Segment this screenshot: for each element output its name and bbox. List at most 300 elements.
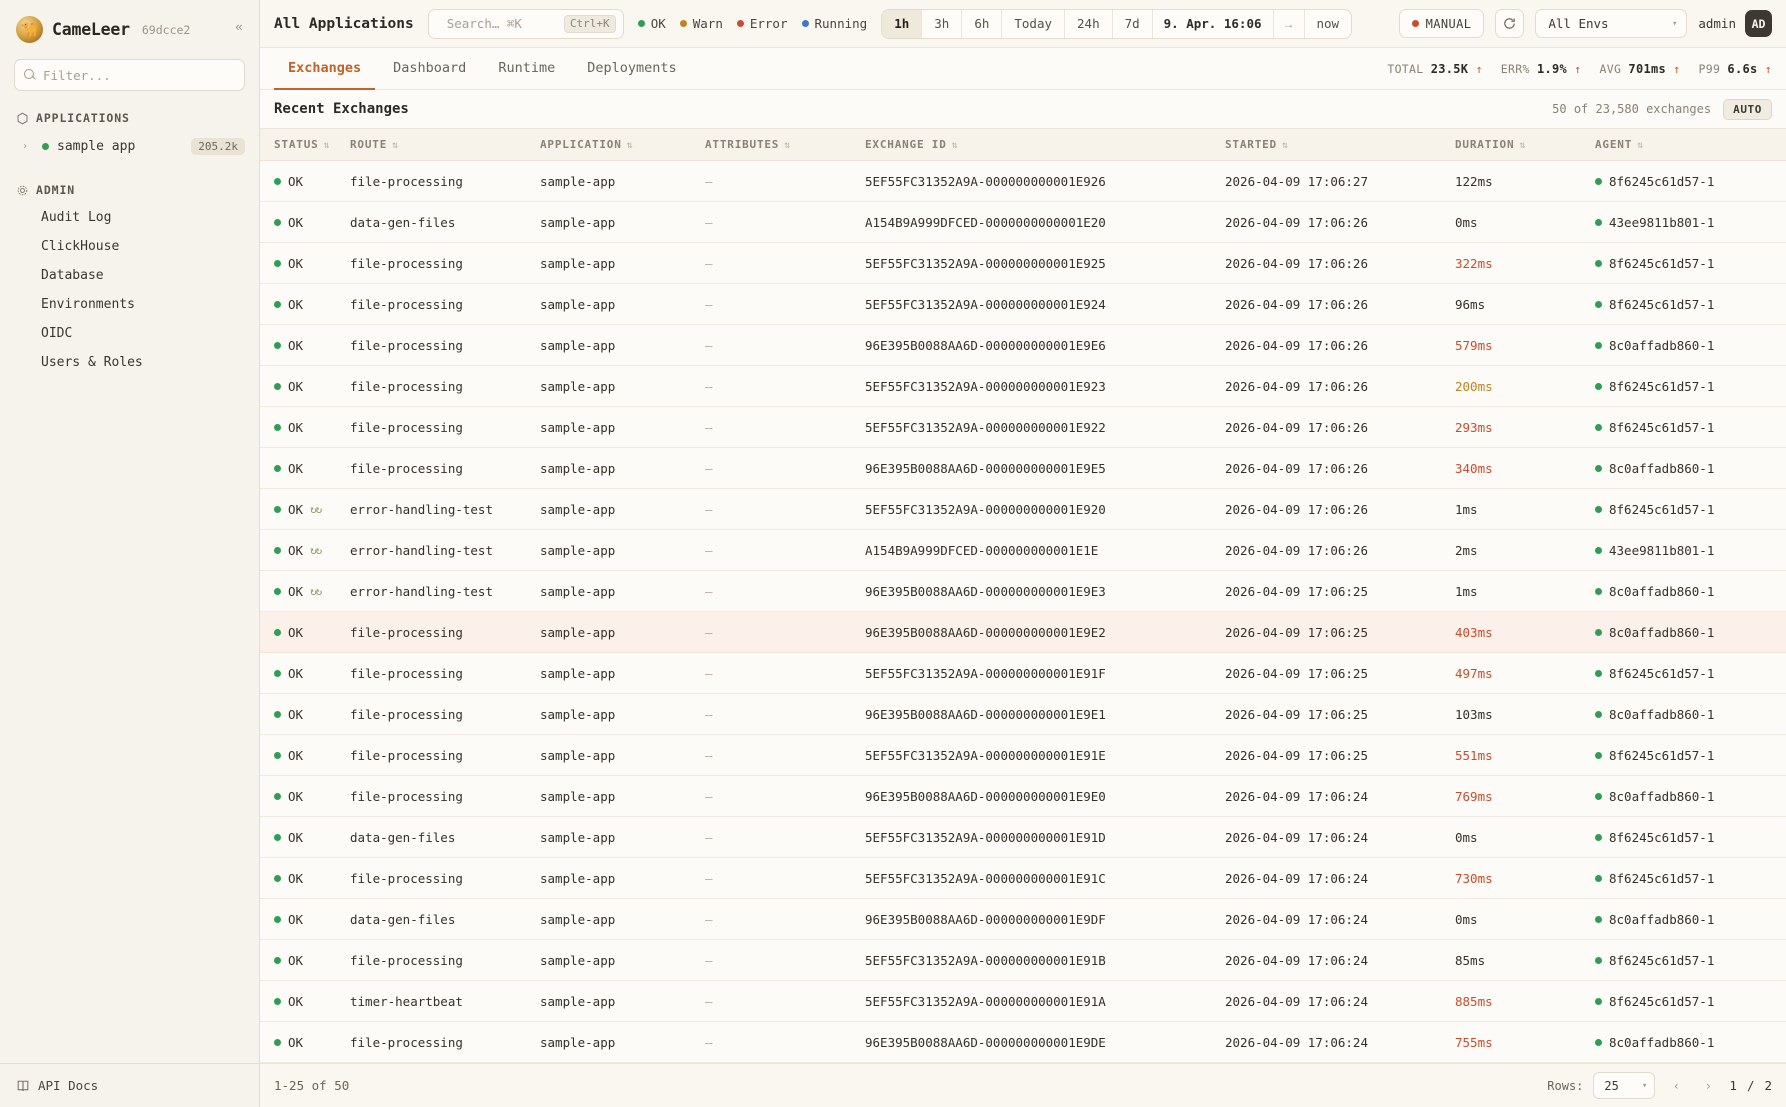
cell-exchange-id[interactable] [865,366,1225,407]
attributes-label: — [705,665,713,681]
agent-dot-icon [1595,752,1602,759]
attributes-label: — [705,583,713,599]
warn-dot-icon [680,20,687,27]
cell-agent [1595,366,1786,407]
duration-label: 579ms [1455,337,1493,353]
table-row[interactable] [260,1022,1786,1063]
range-24h[interactable]: 24h [1065,10,1113,38]
cell-duration [1455,1022,1595,1063]
exchange-id-label: 5EF55FC31352A9A-000000000001E91E [865,747,1106,763]
agent-dot-icon [1595,342,1602,349]
cell-status [260,161,350,202]
collapse-icon[interactable]: « [235,18,243,34]
cell-attributes [705,653,865,694]
sort-icon: ⇅ [392,140,399,151]
filter-warn[interactable] [680,16,723,31]
sort-icon: ⇅ [784,140,792,151]
cell-started [1225,653,1455,694]
cell-attributes [705,530,865,571]
status-dot-icon [274,670,281,677]
cell-exchange-id[interactable] [865,489,1225,530]
agent-label: 8f6245c61d57-1 [1609,665,1715,681]
cell-route [350,325,540,366]
application-label: sample-app [540,583,616,599]
table-row[interactable] [260,161,1786,202]
agent-label: 8c0affadb860-1 [1609,706,1715,722]
application-label: sample-app [540,665,616,681]
route-label: error-handling-test [350,583,493,599]
cell-status [260,981,350,1022]
table-row[interactable] [260,489,1786,530]
retry-icon: ↻↻ [310,584,322,598]
application-label: sample-app [540,624,616,640]
route-label: file-processing [350,255,463,271]
cell-status [260,694,350,735]
table-row[interactable] [260,776,1786,817]
rows-per-page-select[interactable] [1593,1072,1655,1099]
attributes-label: — [705,706,713,722]
cell-agent [1595,694,1786,735]
cell-exchange-id[interactable] [865,202,1225,243]
attributes-label: — [705,952,713,968]
status-label: OK [288,378,304,394]
col-agent[interactable]: AGENT ⇅ [1595,129,1786,161]
status-dot-icon [274,383,281,390]
agent-dot-icon [1595,629,1602,636]
cell-exchange-id[interactable] [865,243,1225,284]
camel-logo-icon: 🐪 [16,16,43,43]
cell-started [1225,694,1455,735]
sidebar-item-sample-app[interactable] [0,131,259,161]
cell-exchange-id[interactable] [865,858,1225,899]
agent-dot-icon [1595,219,1602,226]
range-today[interactable]: Today [1002,10,1065,38]
cell-agent [1595,1022,1786,1063]
next-page-button[interactable]: › [1704,1078,1713,1093]
api-docs-label: API Docs [38,1078,99,1093]
metric-total-label: TOTAL [1387,61,1424,76]
auto-refresh-badge[interactable]: AUTO [1723,99,1772,120]
duration-label: 200ms [1455,378,1493,394]
cell-status [260,530,350,571]
exchange-id-label: 96E395B0088AA6D-000000000001E9E1 [865,706,1106,722]
filter-error[interactable] [737,16,788,31]
metric-avg-label: AVG [1599,61,1622,76]
route-label: file-processing [350,378,463,394]
cell-duration [1455,161,1595,202]
cell-agent [1595,899,1786,940]
sort-icon: ⇅ [1637,140,1644,151]
agent-dot-icon [1595,998,1602,1005]
cell-route [350,202,540,243]
route-label: file-processing [350,624,463,640]
cell-exchange-id[interactable] [865,325,1225,366]
metric-err-label: ERR% [1500,61,1530,76]
avatar: AD [1745,10,1772,37]
exchange-id-label: 96E395B0088AA6D-000000000001E9E6 [865,337,1106,353]
duration-label: 755ms [1455,1034,1493,1050]
env-select[interactable] [1535,9,1687,38]
table-row[interactable] [260,202,1786,243]
tab-exchanges[interactable]: Exchanges [274,48,375,90]
cell-application [540,161,705,202]
cell-attributes [705,940,865,981]
status-dot-icon [274,629,281,636]
table-row[interactable] [260,694,1786,735]
tab-runtime[interactable]: Runtime [498,59,556,76]
started-label: 2026-04-09 17:06:24 [1225,829,1368,845]
range-from[interactable]: 9. Apr. 16:06 [1153,10,1274,38]
cell-exchange-id[interactable] [865,735,1225,776]
rows-per-page-value: 25 [1604,1078,1619,1093]
attributes-label: — [705,911,713,927]
agent-label: 8f6245c61d57-1 [1609,419,1715,435]
table-row[interactable] [260,366,1786,407]
route-label: file-processing [350,296,463,312]
cell-attributes [705,448,865,489]
cell-exchange-id[interactable] [865,817,1225,858]
metric-avg-arrow: ↑ [1673,61,1681,76]
cell-duration [1455,899,1595,940]
duration-label: 0ms [1455,214,1478,230]
table-head [260,129,1786,161]
cell-exchange-id[interactable] [865,448,1225,489]
status-label: OK [288,624,304,640]
col-exchange-id[interactable]: EXCHANGE ID ⇅ [865,129,1225,161]
cell-duration [1455,530,1595,571]
section-header [260,90,1786,128]
error-dot-icon [737,20,744,27]
attributes-label: — [705,173,713,189]
range-1h[interactable]: 1h [882,10,922,38]
route-label: file-processing [350,460,463,476]
status-dot-icon [274,752,281,759]
filter-warn-label: Warn [692,16,723,31]
cell-route [350,571,540,612]
cell-attributes [705,161,865,202]
status-dot-icon [274,424,281,431]
chevron-down-icon: ▾ [1671,18,1678,29]
topbar-right [1399,9,1772,38]
started-label: 2026-04-09 17:06:24 [1225,870,1368,886]
route-label: error-handling-test [350,501,493,517]
agent-label: 8f6245c61d57-1 [1609,993,1715,1009]
range-to[interactable]: now [1316,16,1340,31]
application-label: sample-app [540,255,616,271]
cell-exchange-id[interactable] [865,899,1225,940]
cell-exchange-id[interactable] [865,612,1225,653]
table-row[interactable] [260,571,1786,612]
application-label: sample-app [540,501,616,517]
filter-input[interactable] [14,59,245,91]
exchange-id-label: 5EF55FC31352A9A-000000000001E923 [865,378,1106,394]
application-label: sample-app [540,870,616,886]
cell-exchange-id[interactable] [865,940,1225,981]
status-dot-icon [274,260,281,267]
application-label: sample-app [540,788,616,804]
table-row[interactable] [260,243,1786,284]
cell-exchange-id[interactable] [865,1022,1225,1063]
tabs-bar [260,48,1786,90]
cell-route [350,366,540,407]
started-label: 2026-04-09 17:06:26 [1225,296,1368,312]
attributes-label: — [705,788,713,804]
table-row[interactable] [260,817,1786,858]
book-icon [16,1079,30,1093]
duration-label: 769ms [1455,788,1493,804]
cell-route [350,530,540,571]
started-label: 2026-04-09 17:06:24 [1225,1034,1368,1050]
cell-exchange-id[interactable] [865,571,1225,612]
metric-avg [1600,62,1681,76]
exchange-id-label: 5EF55FC31352A9A-000000000001E920 [865,501,1106,517]
duration-label: 497ms [1455,665,1493,681]
topbar [260,0,1786,48]
sidebar-item-label: sample app [57,138,136,154]
table-row[interactable] [260,284,1786,325]
exchange-id-label: A154B9A999DFCED-000000000001E1E [865,542,1099,558]
cell-status [260,858,350,899]
cell-started [1225,858,1455,899]
started-label: 2026-04-09 17:06:25 [1225,583,1368,599]
duration-label: 403ms [1455,624,1493,640]
status-dot-icon [274,916,281,923]
agent-dot-icon [1595,424,1602,431]
retry-icon: ↻↻ [310,502,322,516]
cell-status [260,653,350,694]
cell-application [540,858,705,899]
sidebar-item-oidc[interactable]: OIDC [41,326,73,341]
attributes-label: — [705,1034,713,1050]
chevron-right-icon: › [22,140,29,152]
api-docs-link[interactable] [0,1063,259,1107]
cell-exchange-id[interactable] [865,161,1225,202]
range-6h[interactable]: 6h [962,10,1002,38]
cell-application [540,899,705,940]
running-dot-icon [802,20,809,27]
duration-label: 1ms [1455,583,1478,599]
cell-agent [1595,981,1786,1022]
exchange-id-label: 96E395B0088AA6D-000000000001E9E3 [865,583,1106,599]
cell-agent [1595,571,1786,612]
cell-started [1225,817,1455,858]
user-menu[interactable] [1698,10,1772,37]
cell-status [260,571,350,612]
started-label: 2026-04-09 17:06:24 [1225,911,1368,927]
filter-ok[interactable] [638,16,666,31]
sidebar-item-users-roles[interactable]: Users & Roles [41,355,143,370]
sidebar-item-environments[interactable]: Environments [41,297,135,312]
started-label: 2026-04-09 17:06:26 [1225,542,1368,558]
table-header-row [260,129,1786,161]
attributes-label: — [705,870,713,886]
table-row[interactable] [260,653,1786,694]
cell-agent [1595,653,1786,694]
cell-agent [1595,530,1786,571]
filter-running-label: Running [814,16,868,31]
application-label: sample-app [540,952,616,968]
route-label: file-processing [350,870,463,886]
col-duration[interactable]: DURATION ⇅ [1455,129,1595,161]
table-row[interactable] [260,530,1786,571]
col-attributes[interactable]: ATTRIBUTES ⇅ [705,129,865,161]
table-row[interactable] [260,981,1786,1022]
range-7d[interactable]: 7d [1113,10,1153,38]
status-dot-icon [274,465,281,472]
table-row[interactable] [260,940,1786,981]
status-dot-icon [274,342,281,349]
cell-exchange-id[interactable] [865,776,1225,817]
cell-agent [1595,202,1786,243]
cell-duration [1455,571,1595,612]
status-label: OK [288,788,304,804]
agent-dot-icon [1595,178,1602,185]
table-row[interactable] [260,448,1786,489]
cell-duration [1455,940,1595,981]
cell-exchange-id[interactable] [865,284,1225,325]
range-3h[interactable]: 3h [922,10,962,38]
attributes-label: — [705,214,713,230]
agent-dot-icon [1595,670,1602,677]
sidebar-item-audit-log[interactable]: Audit Log [41,210,112,225]
filter-running[interactable] [802,16,868,31]
user-name: admin [1698,16,1736,31]
duration-label: 1ms [1455,501,1478,517]
exchange-id-label: 96E395B0088AA6D-000000000001E9DE [865,1034,1106,1050]
cell-application [540,489,705,530]
metric-p99-value: 6.6s [1727,61,1758,76]
attributes-label: — [705,501,713,517]
started-label: 2026-04-09 17:06:24 [1225,788,1368,804]
application-label: sample-app [540,911,616,927]
status-label: OK [288,501,304,517]
filter-ok-label: OK [650,16,666,31]
agent-label: 8f6245c61d57-1 [1609,255,1715,271]
status-dot-icon [274,219,281,226]
table-row[interactable] [260,899,1786,940]
cell-duration [1455,448,1595,489]
col-application[interactable]: APPLICATION ⇅ [540,129,705,161]
cell-started [1225,776,1455,817]
status-dot-icon [274,875,281,882]
agent-label: 8f6245c61d57-1 [1609,378,1715,394]
cell-attributes [705,858,865,899]
admin-label: ADMIN [36,183,76,197]
attributes-label: — [705,829,713,845]
agent-dot-icon [1595,260,1602,267]
duration-label: 340ms [1455,460,1493,476]
sidebar-item-clickhouse[interactable]: ClickHouse [41,239,120,254]
status-label: OK [288,911,304,927]
cell-started [1225,407,1455,448]
section-header-right [1552,99,1772,120]
metric-total [1387,62,1482,76]
application-label: sample-app [540,460,616,476]
main-content [260,0,1786,1107]
table-row[interactable] [260,735,1786,776]
cell-started [1225,489,1455,530]
col-started[interactable]: STARTED ⇅ [1225,129,1455,161]
attributes-label: — [705,542,713,558]
cell-application [540,325,705,366]
brand[interactable] [0,0,259,57]
cube-icon [16,112,29,125]
cell-started [1225,612,1455,653]
col-route[interactable]: ROUTE ⇅ [350,129,540,161]
route-label: file-processing [350,747,463,763]
cell-status [260,284,350,325]
route-label: file-processing [350,419,463,435]
cell-attributes [705,284,865,325]
cell-exchange-id[interactable] [865,530,1225,571]
agent-label: 8f6245c61d57-1 [1609,501,1715,517]
admin-section-title [0,175,259,203]
duration-label: 0ms [1455,829,1478,845]
table-row[interactable] [260,612,1786,653]
filter-placeholder: Filter... [43,67,111,83]
status-dot-icon [274,711,281,718]
duration-label: 0ms [1455,911,1478,927]
cell-route [350,448,540,489]
gear-icon [16,184,29,197]
status-label: OK [288,952,304,968]
cell-application [540,1022,705,1063]
col-status[interactable]: STATUS ⇅ [260,129,350,161]
agent-dot-icon [1595,1039,1602,1046]
table-row[interactable] [260,407,1786,448]
sidebar-item-database[interactable]: Database [41,268,104,283]
exchange-id-label: A154B9A999DFCED-0000000000001E20 [865,214,1106,230]
metric-total-arrow: ↑ [1475,61,1483,76]
started-label: 2026-04-09 17:06:26 [1225,255,1368,271]
started-label: 2026-04-09 17:06:25 [1225,665,1368,681]
route-label: file-processing [350,788,463,804]
page-current: 1 [1729,1078,1737,1093]
manual-refresh-button[interactable] [1399,9,1485,38]
exchange-id-label: 5EF55FC31352A9A-000000000001E925 [865,255,1106,271]
cell-exchange-id[interactable] [865,981,1225,1022]
status-label: OK [288,829,304,845]
application-label: sample-app [540,829,616,845]
table-row[interactable] [260,325,1786,366]
cell-exchange-id[interactable] [865,653,1225,694]
agent-label: 8c0affadb860-1 [1609,624,1715,640]
cell-agent [1595,161,1786,202]
tab-dashboard[interactable]: Dashboard [393,59,467,76]
cell-route [350,735,540,776]
prev-page-button[interactable]: ‹ [1672,1078,1681,1093]
cell-agent [1595,776,1786,817]
status-label: OK [288,296,304,312]
status-label: OK [288,706,304,722]
started-label: 2026-04-09 17:06:26 [1225,419,1368,435]
table-row[interactable] [260,858,1786,899]
cell-exchange-id[interactable] [865,407,1225,448]
time-range-bar [881,9,1352,39]
cell-exchange-id[interactable] [865,694,1225,735]
search-input[interactable] [428,9,624,39]
exchange-id-label: 96E395B0088AA6D-000000000001E9E0 [865,788,1106,804]
exchange-id-label: 5EF55FC31352A9A-000000000001E91C [865,870,1106,886]
agent-dot-icon [1595,547,1602,554]
tab-deployments[interactable]: Deployments [587,59,677,76]
agent-dot-icon [1595,465,1602,472]
metric-p99-label: P99 [1698,61,1721,76]
cell-application [540,448,705,489]
started-label: 2026-04-09 17:06:24 [1225,993,1368,1009]
cell-attributes [705,202,865,243]
refresh-icon[interactable] [1495,9,1524,38]
